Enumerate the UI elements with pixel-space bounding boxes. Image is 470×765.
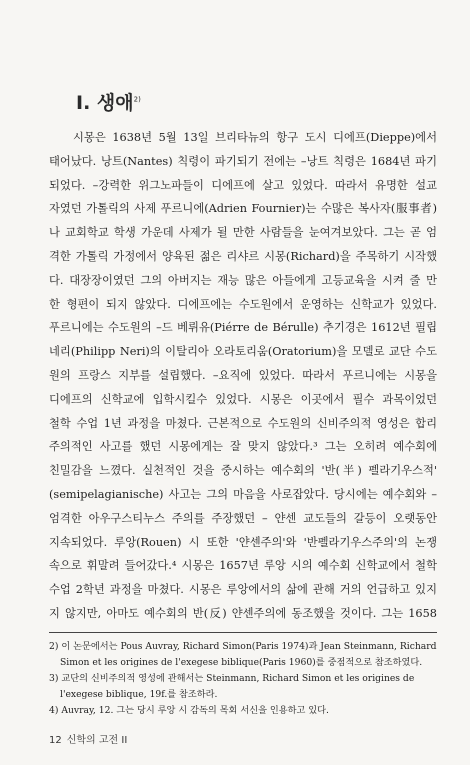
footnote-line: l'exegese biblique, 19f.를 참조하라.	[60, 689, 218, 700]
body-line: 한 형편이 되지 않았다. 디에프에는 수도원에서 운영하는 신학교가 있었다.	[49, 297, 437, 311]
body-line: 네리(Philipp Neri)의 이탈리아 오라토리움(Oratorium)을 모델로 교단 수도	[49, 345, 437, 359]
body-line: 수업 2학년 과정을 마쳤다. 시몽은 루앙에서의 삶에 관해 거의 언급하고 있지	[49, 583, 437, 597]
section-heading	[76, 88, 141, 115]
body-line: 격한 가톨릭 가정에서 양육된 젊은 리샤르 시몽(Richard)을 주목하기 시작했	[49, 249, 437, 263]
body-line: 되었다. –강력한 위그노파들이 디에프에 살고 있었다. 따라서 유명한 설교	[49, 178, 437, 192]
section-heading-text: I. 생애	[76, 92, 134, 114]
book-title: 신학의 고전 II	[66, 735, 128, 746]
footnote-line: 2) 이 논문에서는 Pous Auvray, Richard Simon(Paris 1974)과 Jean Steinmann, Richard	[49, 641, 437, 652]
body-paragraph	[49, 126, 437, 626]
page-number: 12	[49, 735, 62, 746]
body-line: 주의적인 사고를 했던 시몽에게는 잘 맞지 않았다.³ 그는 오히려 예수회에	[49, 440, 437, 454]
body-line: 철학 수업 1년 과정을 마쳤다. 근본적으로 수도원의 신비주의적 영성은 합리	[49, 416, 437, 430]
heading-footnote-marker: 2)	[133, 95, 141, 104]
body-line: (semipelagianische) 사고는 그의 마음을 사로잡았다. 당시에는 예수회와 –	[49, 487, 437, 501]
body-line: 푸르니에는 수도원의 –드 베뤼유(Piérre de Bérulle) 추기경은 1612년 필립	[49, 321, 437, 335]
body-line: 나 교회학교 학생 가운데 사제가 될 만한 사람들을 눈여겨보았다. 그는 곧 엄	[49, 226, 437, 240]
footnote-line: 3) 교단의 신비주의적 영성에 관해서는 Steinmann, Richard Simon et les origines de	[49, 673, 415, 684]
body-line: 지속되었다. 루앙(Rouen) 시 또한 '얀센주의'와 '반펠라기우스주의'의 논쟁	[49, 535, 437, 549]
footnotes	[49, 639, 439, 719]
footnote-line: Simon et les origines de l'exegese biblique(Paris 1960)를 중점적으로 참조하였다.	[60, 657, 423, 668]
body-line: 지 않지만, 아마도 예수회의 반(反) 얀센주의에 동조했을 것이다. 그는 1658	[49, 606, 437, 620]
footnote-divider	[49, 632, 437, 633]
body-line: 엄격한 아우구스티누스 주의를 주장했던 – 얀센 교도들의 갈등이 오랫동안	[49, 511, 437, 525]
body-line: 속으로 휘말려 들어갔다.⁴ 시몽은 1657년 루앙 시의 예수회 신학교에서 철학	[49, 559, 437, 573]
body-line: 자였던 가톨릭의 사제 푸르니에(Adrien Fournier)는 수많은 복사자(服事者)	[49, 202, 437, 216]
body-line: 태어났다. 낭트(Nantes) 칙령이 파기되기 전에는 –낭트 칙령은 1684년 파기	[49, 154, 437, 168]
body-line: 디에프의 신학교에 입학시킬수 있었다. 시몽은 이곳에서 필수 과목이었던	[49, 392, 437, 406]
body-line: 친밀감을 느꼈다. 실천적인 것을 중시하는 예수회의 '반(半) 펠라기우스적'	[49, 464, 437, 478]
body-line: 시몽은 1638년 5월 13일 브리타뉴의 항구 도시 디에프(Dieppe)에서	[73, 131, 437, 144]
footnote-line: 4) Auvray, 12. 그는 당시 루앙 시 감독의 목회 서신을 인용하고 있다.	[49, 705, 329, 716]
page-footer	[49, 731, 127, 746]
body-line: 원의 프랑스 지부를 설립했다. –요직에 있었다. 따라서 푸르니에는 시몽을	[49, 368, 437, 382]
body-line: 다. 대장장이였던 그의 아버지는 재능 많은 아들에게 고등교육을 시켜 줄 만	[49, 273, 437, 287]
